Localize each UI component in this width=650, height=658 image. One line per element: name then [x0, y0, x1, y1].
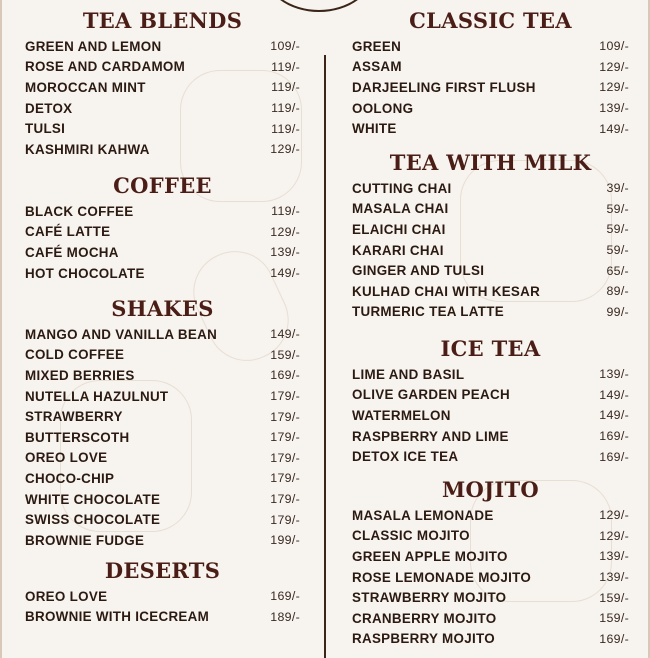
menu-item-price: 159/-: [599, 590, 629, 605]
menu-item-price: 59/-: [606, 243, 629, 258]
menu-item-price: 89/-: [606, 284, 629, 299]
menu-item: [352, 57, 629, 78]
menu-item-name: WATERMELON: [352, 407, 451, 423]
menu-item-price: 119/-: [271, 59, 300, 74]
menu-item-price: 169/-: [599, 429, 629, 444]
section-heading: TEA BLENDS: [82, 8, 243, 33]
section-mojito: [352, 475, 629, 649]
menu-item: [25, 118, 300, 139]
menu-item-price: 119/-: [271, 80, 300, 95]
menu-item-name: CLASSIC MOJITO: [352, 528, 470, 544]
menu-item-name: TULSI: [25, 121, 66, 137]
menu-item-price: 169/-: [599, 449, 629, 464]
menu-item-name: BLACK COFFEE: [25, 203, 134, 219]
menu-item: [25, 201, 300, 222]
menu-item-name: NUTELLA HAZULNUT: [25, 388, 169, 404]
menu-item: [352, 426, 629, 447]
section-heading: COFFEE: [113, 173, 212, 198]
menu-item: [25, 57, 300, 78]
menu-item-name: STRAWBERRY: [25, 409, 123, 425]
menu-item: [352, 526, 629, 547]
menu-item-name: TURMERIC TEA LATTE: [352, 304, 504, 320]
menu-item-name: MIXED BERRIES: [25, 367, 135, 383]
menu-item-price: 149/-: [270, 266, 300, 281]
menu-item-name: CUTTING CHAI: [352, 180, 452, 196]
menu-item-name: RASPBERRY MOJITO: [352, 631, 495, 647]
menu-item: [352, 629, 629, 650]
menu-item-price: 139/-: [270, 245, 300, 260]
menu-item-name: MOROCCAN MINT: [25, 79, 146, 95]
menu-item-price: 65/-: [606, 263, 629, 278]
menu-item: [352, 546, 629, 567]
menu-item-price: 179/-: [270, 430, 300, 445]
menu-item-name: RASPBERRY AND LIME: [352, 428, 509, 444]
menu-item-price: 139/-: [599, 367, 629, 382]
menu-item: [25, 448, 300, 469]
menu-item-price: 179/-: [270, 492, 300, 507]
menu-item-name: OOLONG: [352, 100, 414, 116]
menu-item: [352, 36, 629, 57]
menu-item: [25, 530, 300, 551]
menu-item: [25, 509, 300, 530]
menu-item: [25, 427, 300, 448]
menu-item-name: OLIVE GARDEN PEACH: [352, 387, 510, 403]
menu-item-price: 129/-: [270, 142, 300, 157]
menu-item: [352, 260, 629, 281]
menu-item: [25, 222, 300, 243]
menu-item-name: LIME AND BASIL: [352, 366, 465, 382]
menu-item-name: BUTTERSCOTH: [25, 429, 130, 445]
menu-item: [25, 263, 300, 284]
menu-item-name: WHITE CHOCOLATE: [25, 491, 161, 507]
menu-item-price: 109/-: [270, 39, 300, 54]
menu-item-price: 189/-: [270, 609, 300, 624]
section-deserts: [25, 556, 300, 627]
menu-item-name: GREEN AND LEMON: [25, 38, 162, 54]
menu-item-price: 59/-: [606, 222, 629, 237]
menu-item-name: MASALA CHAI: [352, 201, 449, 217]
section-ice-tea: [352, 334, 629, 467]
menu-item-name: GINGER AND TULSI: [352, 263, 485, 279]
menu-item-name: CHOCO-CHIP: [25, 470, 115, 486]
menu-item-price: 179/-: [270, 471, 300, 486]
menu-item: [352, 608, 629, 629]
menu-item-name: SWISS CHOCOLATE: [25, 512, 161, 528]
menu-item-price: 109/-: [599, 39, 629, 54]
menu-item: [25, 98, 300, 119]
menu-item-price: 179/-: [270, 450, 300, 465]
menu-item-price: 149/-: [599, 121, 629, 136]
menu-item-name: GREEN: [352, 38, 402, 54]
menu-item: [352, 178, 629, 199]
menu-item-price: 129/-: [599, 508, 629, 523]
menu-item-price: 129/-: [599, 528, 629, 543]
menu-item: [352, 199, 629, 220]
section-heading: TEA WITH MILK: [389, 150, 592, 175]
menu-item-price: 39/-: [606, 181, 629, 196]
section-classic-tea: [352, 6, 629, 139]
menu-item-price: 149/-: [270, 327, 300, 342]
menu-item: [25, 36, 300, 57]
menu-item: [352, 405, 629, 426]
section-heading: MOJITO: [441, 477, 540, 502]
menu-item: [25, 607, 300, 628]
menu-item-price: 199/-: [270, 533, 300, 548]
menu-item-name: COLD COFFEE: [25, 347, 125, 363]
section-heading: SHAKES: [111, 296, 214, 321]
page-edge-left: [0, 0, 2, 658]
menu-item-name: BROWNIE WITH ICECREAM: [25, 609, 210, 625]
menu-item-price: 179/-: [270, 389, 300, 404]
menu-item: [352, 240, 629, 261]
menu-item-price: 169/-: [270, 589, 300, 604]
menu-item-price: 169/-: [599, 631, 629, 646]
menu-item-name: KASHMIRI KAHWA: [25, 141, 150, 157]
menu-item: [25, 489, 300, 510]
menu-item-name: ROSE AND CARDAMOM: [25, 59, 186, 75]
menu-item-name: CAFÉ MOCHA: [25, 244, 119, 260]
section-heading: CLASSIC TEA: [409, 8, 572, 33]
menu-item-price: 139/-: [599, 549, 629, 564]
menu-item: [352, 98, 629, 119]
menu-item-name: MANGO AND VANILLA BEAN: [25, 326, 218, 342]
section-tea-blends: [25, 6, 300, 160]
menu-item-price: 129/-: [270, 224, 300, 239]
menu-item: [352, 302, 629, 323]
menu-item-name: STRAWBERRY MOJITO: [352, 590, 507, 606]
menu-item: [352, 385, 629, 406]
menu-item-name: MASALA LEMONADE: [352, 507, 494, 523]
section-heading: ICE TEA: [440, 336, 541, 361]
menu-item-price: 159/-: [599, 611, 629, 626]
menu-item-name: ASSAM: [352, 59, 402, 75]
menu-item: [352, 364, 629, 385]
menu-item-price: 149/-: [599, 387, 629, 402]
menu-item: [352, 281, 629, 302]
menu-item-name: KARARI CHAI: [352, 242, 444, 258]
menu-item-name: GREEN APPLE MOJITO: [352, 548, 508, 564]
menu-item-price: 119/-: [271, 101, 300, 116]
menu-item: [25, 406, 300, 427]
section-coffee: [25, 171, 300, 283]
menu-item-price: 139/-: [599, 570, 629, 585]
menu-item-name: DETOX ICE TEA: [352, 449, 459, 465]
menu-item: [25, 365, 300, 386]
menu-item-name: OREO LOVE: [25, 588, 108, 604]
menu-item: [352, 77, 629, 98]
menu-item: [25, 586, 300, 607]
menu-item: [25, 139, 300, 160]
menu-item: [25, 468, 300, 489]
menu-item-price: 129/-: [599, 59, 629, 74]
menu-item-price: 169/-: [270, 368, 300, 383]
menu-item: [25, 324, 300, 345]
menu-item-name: DARJEELING FIRST FLUSH: [352, 79, 536, 95]
column-divider: [324, 55, 326, 658]
menu-item-price: 129/-: [599, 80, 629, 95]
menu-item-price: 179/-: [270, 409, 300, 424]
menu-item: [352, 567, 629, 588]
menu-item-name: OREO LOVE: [25, 450, 108, 466]
menu-item-price: 149/-: [599, 408, 629, 423]
menu-item-price: 99/-: [606, 304, 629, 319]
menu-item-price: 179/-: [270, 512, 300, 527]
menu-item: [352, 505, 629, 526]
menu-item-name: ROSE LEMONADE MOJITO: [352, 569, 532, 585]
menu-item-name: ELAICHI CHAI: [352, 221, 446, 237]
section-heading: DESERTS: [104, 558, 221, 583]
menu-item-name: WHITE: [352, 121, 397, 137]
menu-item: [352, 219, 629, 240]
menu-item-price: 119/-: [271, 204, 300, 219]
menu-item-name: BROWNIE FUDGE: [25, 532, 145, 548]
menu-item-name: CRANBERRY MOJITO: [352, 610, 497, 626]
menu-item: [352, 118, 629, 139]
menu-item-price: 59/-: [606, 201, 629, 216]
menu-item-price: 119/-: [271, 121, 300, 136]
menu-item-name: DETOX: [25, 100, 73, 116]
menu-item: [25, 345, 300, 366]
menu-item-price: 139/-: [599, 101, 629, 116]
menu-item: [25, 386, 300, 407]
menu-item: [352, 446, 629, 467]
menu-item-name: CAFÉ LATTE: [25, 224, 111, 240]
section-shakes: [25, 294, 300, 551]
menu-item: [352, 587, 629, 608]
menu-item-name: KULHAD CHAI WITH KESAR: [352, 283, 541, 299]
menu-item: [25, 77, 300, 98]
menu-item-name: HOT CHOCOLATE: [25, 265, 145, 281]
menu-item-price: 159/-: [270, 347, 300, 362]
menu-item: [25, 242, 300, 263]
section-tea-with-milk: [352, 148, 629, 322]
